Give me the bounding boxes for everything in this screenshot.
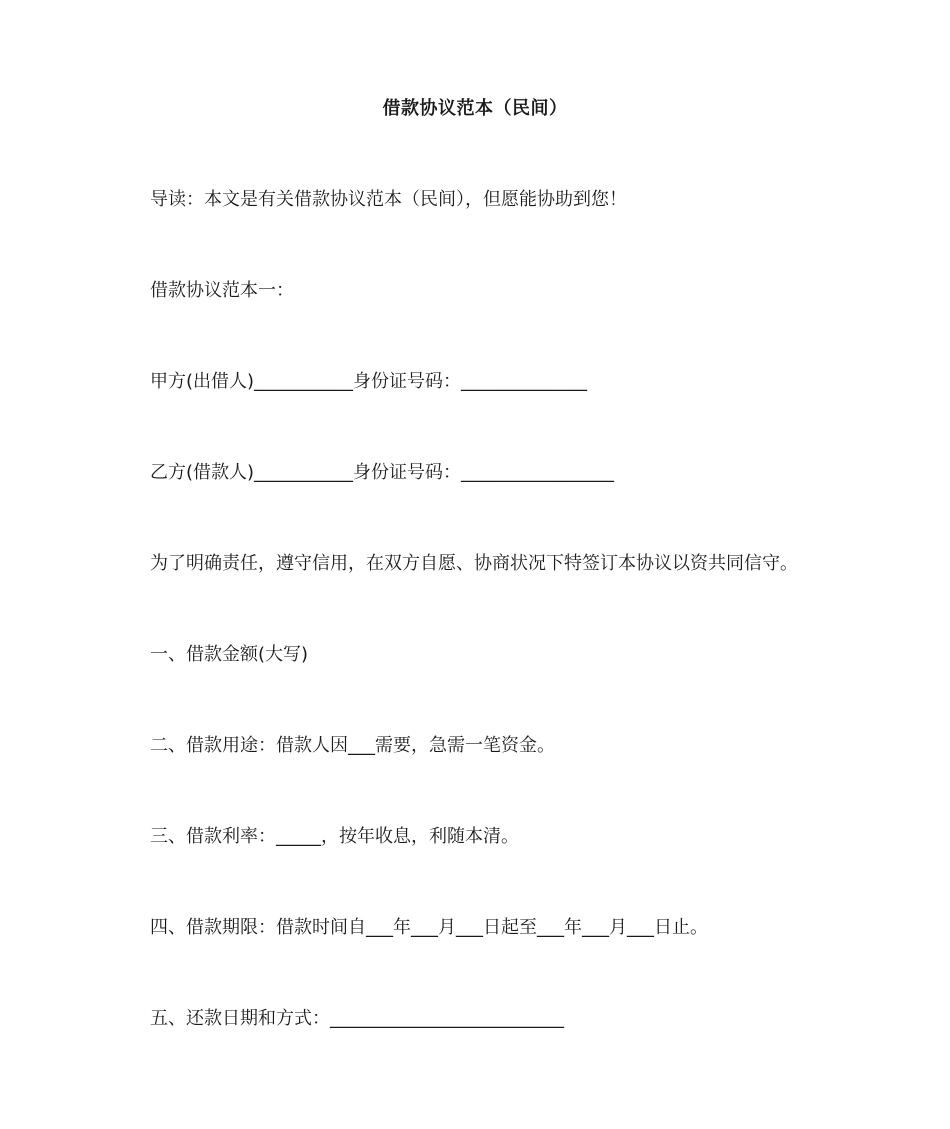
- clause-loan-purpose: 二、借款用途：借款人因___需要，急需一笔资金。: [150, 735, 555, 756]
- party-a-line: 甲方(出借人)___________身份证号码：______________: [150, 371, 588, 392]
- clause-interest-rate: 三、借款利率：_____，按年收息，利随本清。: [150, 826, 519, 847]
- intro-paragraph: 导读：本文是有关借款协议范本（民间），但愿能协助到您！: [150, 189, 627, 210]
- clause-repayment: 五、还款日期和方式：__________________________: [150, 1008, 564, 1029]
- clause-loan-term: 四、借款期限：借款时间自___年___月___日起至___年___月___日止。: [150, 917, 708, 938]
- clause-loan-amount: 一、借款金额(大写): [150, 644, 309, 665]
- preamble-paragraph: 为了明确责任，遵守信用，在双方自愿、协商状况下特签订本协议以资共同信守。: [150, 553, 798, 574]
- document-title: 借款协议范本（民间）: [382, 98, 568, 119]
- template-one-heading: 借款协议范本一：: [150, 280, 294, 301]
- party-b-line: 乙方(借款人)___________身份证号码：_________________: [150, 462, 615, 483]
